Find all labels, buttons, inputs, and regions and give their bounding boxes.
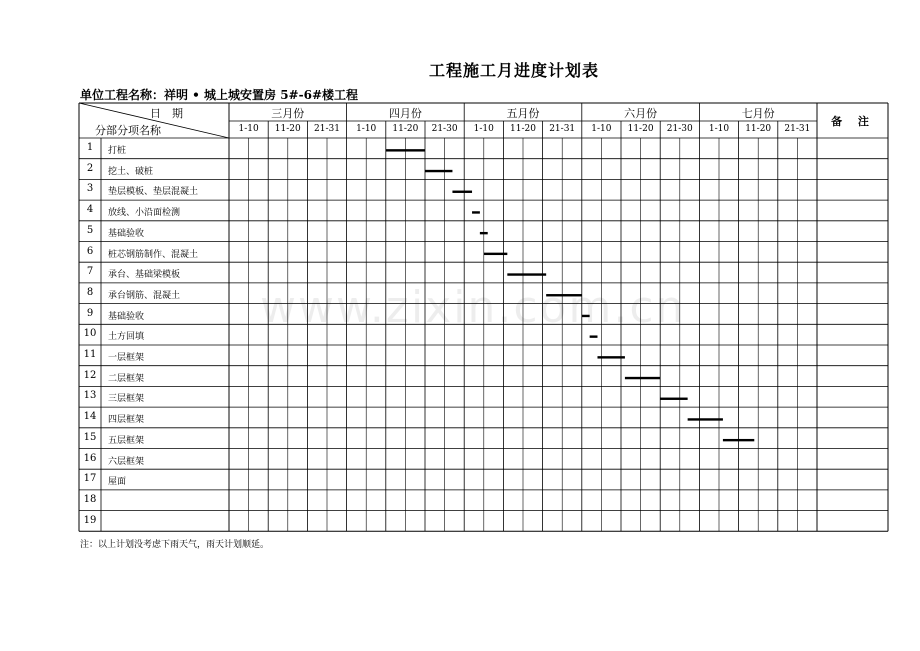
category-header: 分部分项名称 <box>95 124 161 137</box>
row-number: 5 <box>86 224 94 236</box>
task-name: 基础验收 <box>108 228 145 239</box>
gantt-bar <box>425 170 452 172</box>
task-name: 承台、基础梁模板 <box>108 270 181 281</box>
period-label: 11-20 <box>627 124 654 134</box>
row-number: 19 <box>83 514 97 526</box>
task-name: 二层框架 <box>108 373 145 384</box>
task-name: 四层框架 <box>108 415 145 426</box>
task-name: 一层框架 <box>108 353 145 363</box>
task-name: 三层框架 <box>108 394 145 405</box>
row-number: 3 <box>86 183 94 195</box>
task-name: 土方回填 <box>108 332 145 343</box>
task-name: 打桩 <box>108 146 127 156</box>
gantt-bar <box>688 418 723 420</box>
task-name: 基础验收 <box>108 311 145 322</box>
month-label: 七月份 <box>741 107 775 120</box>
period-label: 11-20 <box>745 124 772 134</box>
gantt-bar <box>590 335 598 337</box>
gantt-bar <box>625 377 660 379</box>
task-name: 桩芯钢筋制作、混凝土 <box>108 249 199 260</box>
month-label: 五月份 <box>506 107 540 120</box>
period-label: 1-10 <box>356 124 377 134</box>
period-label: 1-10 <box>591 124 612 134</box>
period-label: 11-20 <box>274 124 301 134</box>
period-label: 1-10 <box>473 124 494 134</box>
gantt-bar <box>582 315 590 317</box>
page-title: 工程施工月进度计划表 <box>428 61 599 80</box>
row-number: 11 <box>83 349 97 360</box>
period-label: 11-20 <box>510 124 536 134</box>
period-label: 21-30 <box>431 124 458 134</box>
period-label: 1-10 <box>708 124 730 134</box>
task-name: 六层框架 <box>108 456 145 467</box>
date-header: 日 期 <box>150 107 183 120</box>
row-number: 13 <box>83 390 97 402</box>
row-number: 17 <box>83 473 97 485</box>
row-number: 18 <box>83 493 97 505</box>
task-name: 垫层模板、垫层混凝土 <box>108 187 199 198</box>
gantt-bar <box>660 398 687 400</box>
task-name: 挖土、破桩 <box>108 166 154 177</box>
watermark: www.zixin.com.cn <box>260 282 686 333</box>
gantt-bar <box>452 191 472 193</box>
gantt-bar <box>386 149 425 151</box>
row-number: 14 <box>83 411 97 423</box>
period-label: 11-20 <box>392 124 419 134</box>
unit-project-name: 单位工程名称：祥明 • 城上城安置房 5#-6#楼工程 <box>80 88 358 102</box>
row-number: 10 <box>83 328 97 340</box>
row-number: 12 <box>83 369 97 381</box>
month-label: 四月份 <box>388 107 422 120</box>
task-name: 放线、小沿面检测 <box>108 208 181 219</box>
row-number: 4 <box>86 204 94 216</box>
gantt-bar <box>480 232 488 234</box>
period-label: 21-31 <box>314 124 340 134</box>
row-number: 1 <box>86 142 94 153</box>
row-number: 9 <box>86 307 94 319</box>
gantt-bar <box>597 356 624 358</box>
gantt-bar <box>546 294 582 296</box>
gantt-bar <box>484 253 508 255</box>
row-number: 16 <box>83 452 97 464</box>
row-number: 8 <box>86 286 94 298</box>
period-label: 21-31 <box>549 124 576 134</box>
period-label: 21-30 <box>666 124 693 134</box>
period-label: 1-10 <box>238 124 259 134</box>
month-label: 六月份 <box>624 107 658 120</box>
gantt-bar <box>507 273 546 275</box>
row-number: 6 <box>86 245 94 257</box>
row-number: 15 <box>83 431 97 443</box>
row-number: 2 <box>86 162 94 174</box>
month-label: 三月份 <box>271 107 305 120</box>
task-name: 承台钢筋、混凝土 <box>108 290 181 301</box>
footnote: 注：以上计划没考虑下雨天气，雨天计划顺延。 <box>80 540 270 550</box>
gantt-bar <box>472 211 480 213</box>
row-number: 7 <box>86 266 94 278</box>
remark-header: 备 注 <box>831 115 875 128</box>
task-name: 屋面 <box>108 477 127 488</box>
gantt-bar <box>723 439 754 441</box>
task-name: 五层框架 <box>108 435 145 446</box>
period-label: 21-31 <box>784 124 811 134</box>
